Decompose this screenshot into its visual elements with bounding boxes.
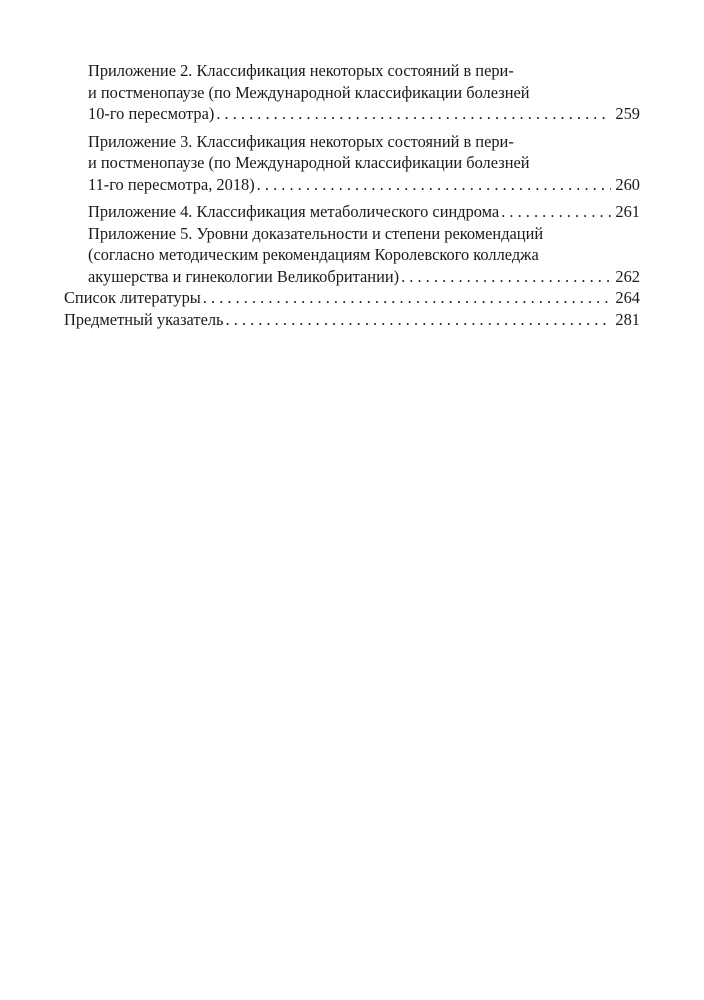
toc-entry-line: (согласно методическим рекомендациям Королевского колледжа (88, 245, 539, 264)
toc-entry-line: и постменопаузе (по Международной классификации болезней (88, 82, 530, 102)
toc-entry-title: Предметный указатель (64, 309, 224, 329)
toc-entry-title-end: акушерства и гинекологии Великобритании) (88, 266, 400, 286)
toc-entry-last-line (64, 287, 640, 309)
toc-entry-line: Приложение 2. Классификация некоторых состояний в пери- (88, 61, 514, 80)
dot-leader (203, 287, 612, 309)
toc-page-number: 259 (615, 104, 640, 123)
toc-entry-line: и постменопаузе (по Международной классификации болезней (88, 153, 530, 172)
toc-page-number: 281 (615, 309, 640, 329)
toc-page-number: 261 (615, 202, 640, 221)
toc-entry-line: Приложение 5. Уровни доказательности и степени рекомендаций (88, 223, 544, 243)
toc-entry-last-line (88, 201, 640, 223)
toc-entry-last-line (88, 266, 640, 288)
toc-entry-appendix-2[interactable] (88, 60, 640, 125)
dot-leader (401, 266, 611, 288)
toc-page-number: 262 (615, 266, 640, 286)
toc-entry-subject-index[interactable] (64, 309, 640, 331)
toc-entry-title: Приложение 4. Классификация метаболического синдрома (88, 202, 500, 221)
toc-page-number: 260 (615, 174, 640, 194)
dot-leader (216, 103, 611, 125)
toc-entry-appendix-3[interactable] (88, 131, 640, 196)
toc-entry-last-line (88, 174, 640, 196)
dot-leader (501, 201, 611, 223)
toc-entry-last-line (88, 103, 640, 125)
toc-entry-title: Список литературы (64, 288, 201, 307)
toc-entry-title-end: 11-го пересмотра, 2018) (88, 174, 255, 194)
toc-entry-line: Приложение 3. Классификация некоторых состояний в пери- (88, 131, 514, 151)
table-of-contents (64, 60, 640, 330)
toc-entry-title-end: 10-го пересмотра) (88, 104, 215, 123)
toc-entry-references[interactable] (64, 287, 640, 309)
dot-leader (257, 174, 612, 196)
toc-page-number: 264 (615, 288, 640, 307)
toc-entry-appendix-5[interactable] (88, 223, 640, 288)
dot-leader (226, 309, 612, 331)
toc-entry-appendix-4[interactable] (88, 201, 640, 223)
toc-entry-last-line (64, 309, 640, 331)
